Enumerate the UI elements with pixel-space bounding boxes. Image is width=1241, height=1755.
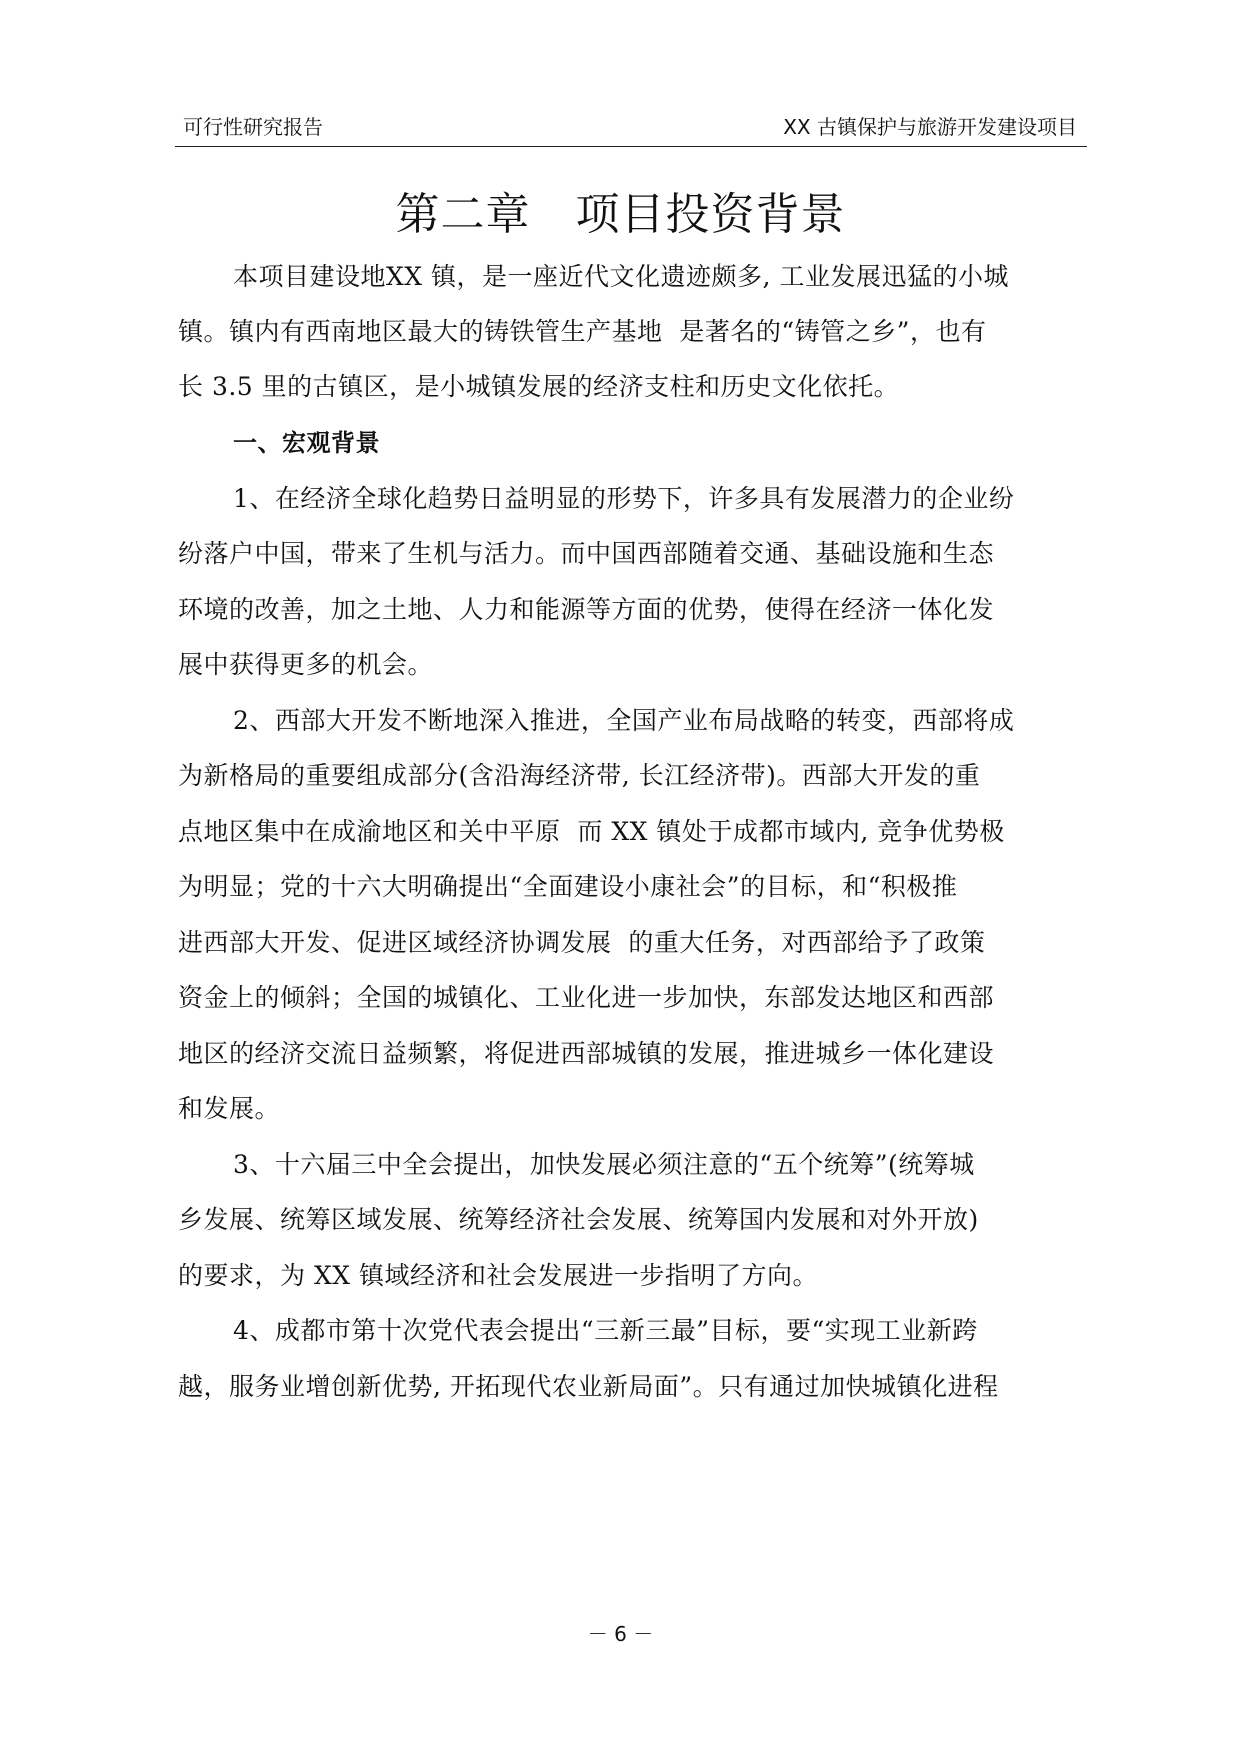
intro-line-3: 长 3.5 里的古镇区，是小城镇发展的经济支柱和历史文化依托。 [178,372,900,401]
intro-line-1: 本项目建设地XX 镇，是一座近代文化遗迹颇多, 工业发展迅猛的小城 [233,262,1009,291]
chapter-title: 第二章 项目投资背景 [395,189,846,240]
item1-line-4: 展中获得更多的机会。 [178,650,434,679]
page-header [175,110,1087,147]
intro-line-2: 镇。镇内有西南地区最大的铸铁管生产基地 是著名的“铸管之乡”，也有 [178,317,987,346]
item4-line-2: 越，服务业增创新优势, 开拓现代农业新局面”。只有通过加快城镇化进程 [178,1372,999,1401]
item2-line-4: 为明显；党的十六大明确提出“全面建设小康社会”的目标，和“积极推 [178,872,958,901]
item2-line-3: 点地区集中在成渝地区和关中平原 而 XX 镇处于成都市域内, 竞争优势极 [178,817,1005,846]
item3-line-1: 3、十六届三中全会提出，加快发展必须注意的“五个统筹”(统筹城 [233,1150,975,1179]
item1-line-3: 环境的改善，加之土地、人力和能源等方面的优势，使得在经济一体化发 [178,595,995,624]
item4-line-1: 4、成都市第十次党代表会提出“三新三最”目标，要“实现工业新跨 [233,1316,978,1345]
item2-line-2: 为新格局的重要组成部分(含沿海经济带, 长江经济带)。西部大开发的重 [178,761,981,790]
item1-line-1: 1、在经济全球化趋势日益明显的形势下，许多具有发展潜力的企业纷 [233,484,1015,513]
item2-line-1: 2、西部大开发不断地深入推进，全国产业布局战略的转变，西部将成 [233,706,1015,735]
header-document-type: 可行性研究报告 [183,115,323,139]
section-heading: 一、宏观背景 [233,429,380,457]
item1-line-2: 纷落户中国，带来了生机与活力。而中国西部随着交通、基础设施和生态 [178,539,995,568]
item3-line-3: 的要求，为 XX 镇域经济和社会发展进一步指明了方向。 [178,1261,818,1290]
item2-line-7: 地区的经济交流日益频繁，将促进西部城镇的发展，推进城乡一体化建设 [178,1039,995,1068]
item2-line-8: 和发展。 [178,1094,281,1123]
page-number: － 6 － [587,1622,654,1646]
item3-line-2: 乡发展、统筹区域发展、统筹经济社会发展、统筹国内发展和对外开放) [178,1205,979,1234]
item2-line-6: 资金上的倾斜；全国的城镇化、工业化进一步加快，东部发达地区和西部 [178,983,995,1012]
header-project-name: XX 古镇保护与旅游开发建设项目 [783,115,1077,139]
item2-line-5: 进西部大开发、促进区域经济协调发展 的重大任务，对西部给予了政策 [178,928,986,957]
